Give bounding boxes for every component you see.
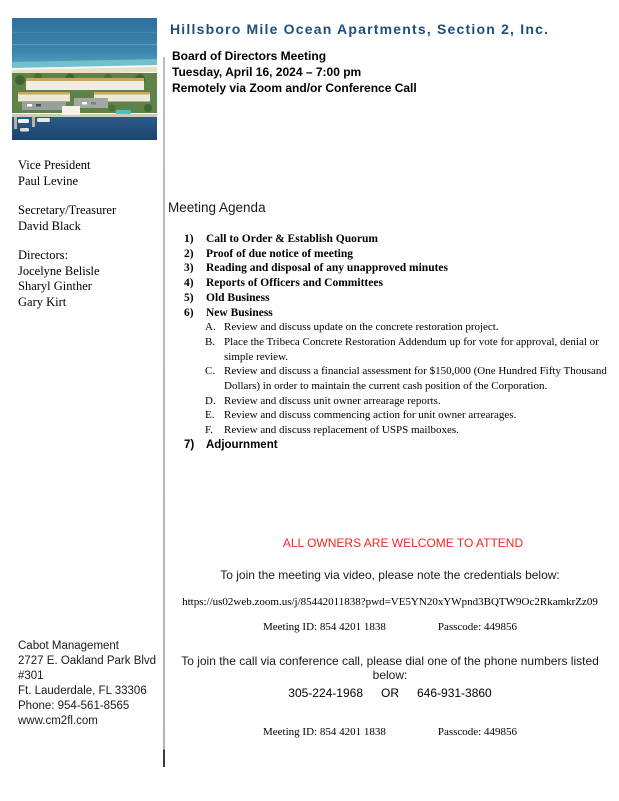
agenda-item-number: 6)	[184, 306, 194, 319]
management-address-line3: Ft. Lauderdale, FL 33306	[18, 685, 147, 697]
owners-welcome-notice: ALL OWNERS ARE WELCOME TO ATTEND	[282, 536, 524, 550]
vertical-divider	[163, 57, 165, 767]
agenda-subitem-e	[205, 408, 608, 423]
officer-role: Directors:	[18, 248, 68, 262]
agenda-item-4	[184, 276, 608, 291]
agenda-subitem-text: Review and discuss a financial assessment for $150,000 (One Hundred Fifty Thousand Dollars) in order to maintain the current cash position of the Corporation.	[224, 365, 607, 393]
agenda-subitem-text: Review and discuss replacement of USPS mailboxes.	[224, 424, 459, 437]
conference-phone-numbers	[170, 686, 610, 700]
agenda-list	[184, 232, 608, 453]
officer-role: Vice President	[18, 158, 91, 172]
agenda-subitem-letter: C.	[205, 365, 216, 378]
agenda-item-6	[184, 306, 608, 321]
management-address-line1: 2727 E. Oakland Park Blvd	[18, 655, 157, 667]
agenda-subitem-c	[205, 364, 608, 393]
officer-name: Gary Kirt	[18, 294, 67, 309]
property-photo-illustration	[12, 18, 157, 140]
officer-name: David Black	[18, 218, 81, 233]
agenda-subitem-b	[205, 335, 608, 364]
agenda-subitem-text: Review and discuss commencing action for unit owner arrearages.	[224, 409, 517, 422]
officers-list	[18, 158, 116, 324]
agenda-item-number: 3)	[184, 262, 194, 275]
agenda-item-number: 2)	[184, 247, 194, 260]
agenda-subitem-f	[205, 423, 608, 438]
agenda-item-2	[184, 247, 608, 262]
passcode-value: Passcode: 449856	[437, 621, 517, 633]
meeting-id-value: Meeting ID: 854 4201 1838	[263, 726, 386, 738]
meeting-type: Board of Directors Meeting	[172, 49, 327, 63]
agenda-subitem-letter: D.	[205, 394, 216, 407]
management-contact-block	[18, 639, 156, 729]
phone-or-separator: OR	[381, 686, 399, 700]
officer-group-secretary-treasurer	[18, 203, 116, 234]
video-join-instruction: To join the meeting via video, please note the credentials below:	[220, 568, 560, 582]
meeting-info	[172, 48, 417, 96]
phone-number-1: 305-224-1968	[288, 686, 363, 700]
agenda-item-number: 7)	[184, 438, 195, 451]
agenda-subitem-letter: A.	[205, 321, 216, 334]
meeting-id-value: Meeting ID: 854 4201 1838	[263, 621, 386, 633]
meeting-datetime: Tuesday, April 16, 2024 – 7:00 pm	[172, 65, 362, 79]
agenda-item-label: Proof of due notice of meeting	[206, 247, 354, 260]
phone-number-2: 646-931-3860	[417, 686, 492, 700]
officer-name: Paul Levine	[18, 173, 79, 188]
officer-name: Jocelyne Belisle	[18, 263, 100, 278]
management-name: Cabot Management	[18, 640, 120, 652]
passcode-value: Passcode: 449856	[437, 726, 517, 738]
agenda-item-3	[184, 261, 608, 276]
document-title: Hillsboro Mile Ocean Apartments, Section 2, Inc.	[170, 21, 550, 37]
agenda-subitem-letter: B.	[205, 335, 216, 348]
officer-group-directors	[18, 248, 116, 310]
meeting-location: Remotely via Zoom and/or Conference Call	[172, 81, 417, 95]
agenda-item-1	[184, 232, 608, 247]
agenda-subitem-d	[205, 394, 608, 409]
agenda-item-number: 5)	[184, 291, 194, 304]
agenda-item-number: 1)	[184, 233, 194, 245]
agenda-heading: Meeting Agenda	[168, 200, 266, 215]
zoom-meeting-url: https://us02web.zoom.us/j/85442011838?pwd=VE5YN20xYWpnd3BQTW9Oc2RkamkrZz09	[182, 596, 598, 608]
agenda-subitem-text: Review and discuss unit owner arrearage reports.	[224, 394, 441, 407]
agenda-item-label: New Business	[206, 306, 273, 319]
agenda-item-label: Reports of Officers and Committees	[206, 277, 383, 290]
agenda-subitem-text: Review and discuss update on the concrete restoration project.	[224, 321, 499, 334]
agenda-subitem-text: Place the Tribeca Concrete Restoration Addendum up for vote for approval, denial or simple review.	[224, 335, 599, 363]
management-phone: Phone: 954-561-8565	[18, 700, 130, 712]
agenda-item-label: Call to Order & Establish Quorum	[206, 233, 378, 245]
agenda-item-label: Old Business	[206, 291, 270, 304]
call-credentials-row	[170, 726, 610, 738]
management-website: www.cm2fl.com	[18, 715, 98, 727]
conference-call-instruction: To join the call via conference call, please dial one of the phone numbers listed below:	[181, 654, 599, 682]
officer-role: Secretary/Treasurer	[18, 203, 117, 217]
agenda-item-label: Adjournment	[206, 438, 278, 451]
agenda-subitem-a	[205, 320, 608, 335]
officer-name: Sharyl Ginther	[18, 279, 92, 293]
agenda-subitem-letter: F.	[205, 424, 213, 437]
video-credentials-row	[170, 621, 610, 633]
agenda-item-5	[184, 291, 608, 306]
agenda-item-label: Reading and disposal of any unapproved minutes	[206, 262, 448, 275]
officer-group-vice-president	[18, 158, 116, 189]
property-aerial-photo	[12, 18, 157, 140]
agenda-subitem-letter: E.	[205, 409, 215, 422]
agenda-item-7	[184, 438, 608, 453]
management-address-line2: #301	[18, 670, 44, 682]
agenda-item-number: 4)	[184, 277, 194, 290]
